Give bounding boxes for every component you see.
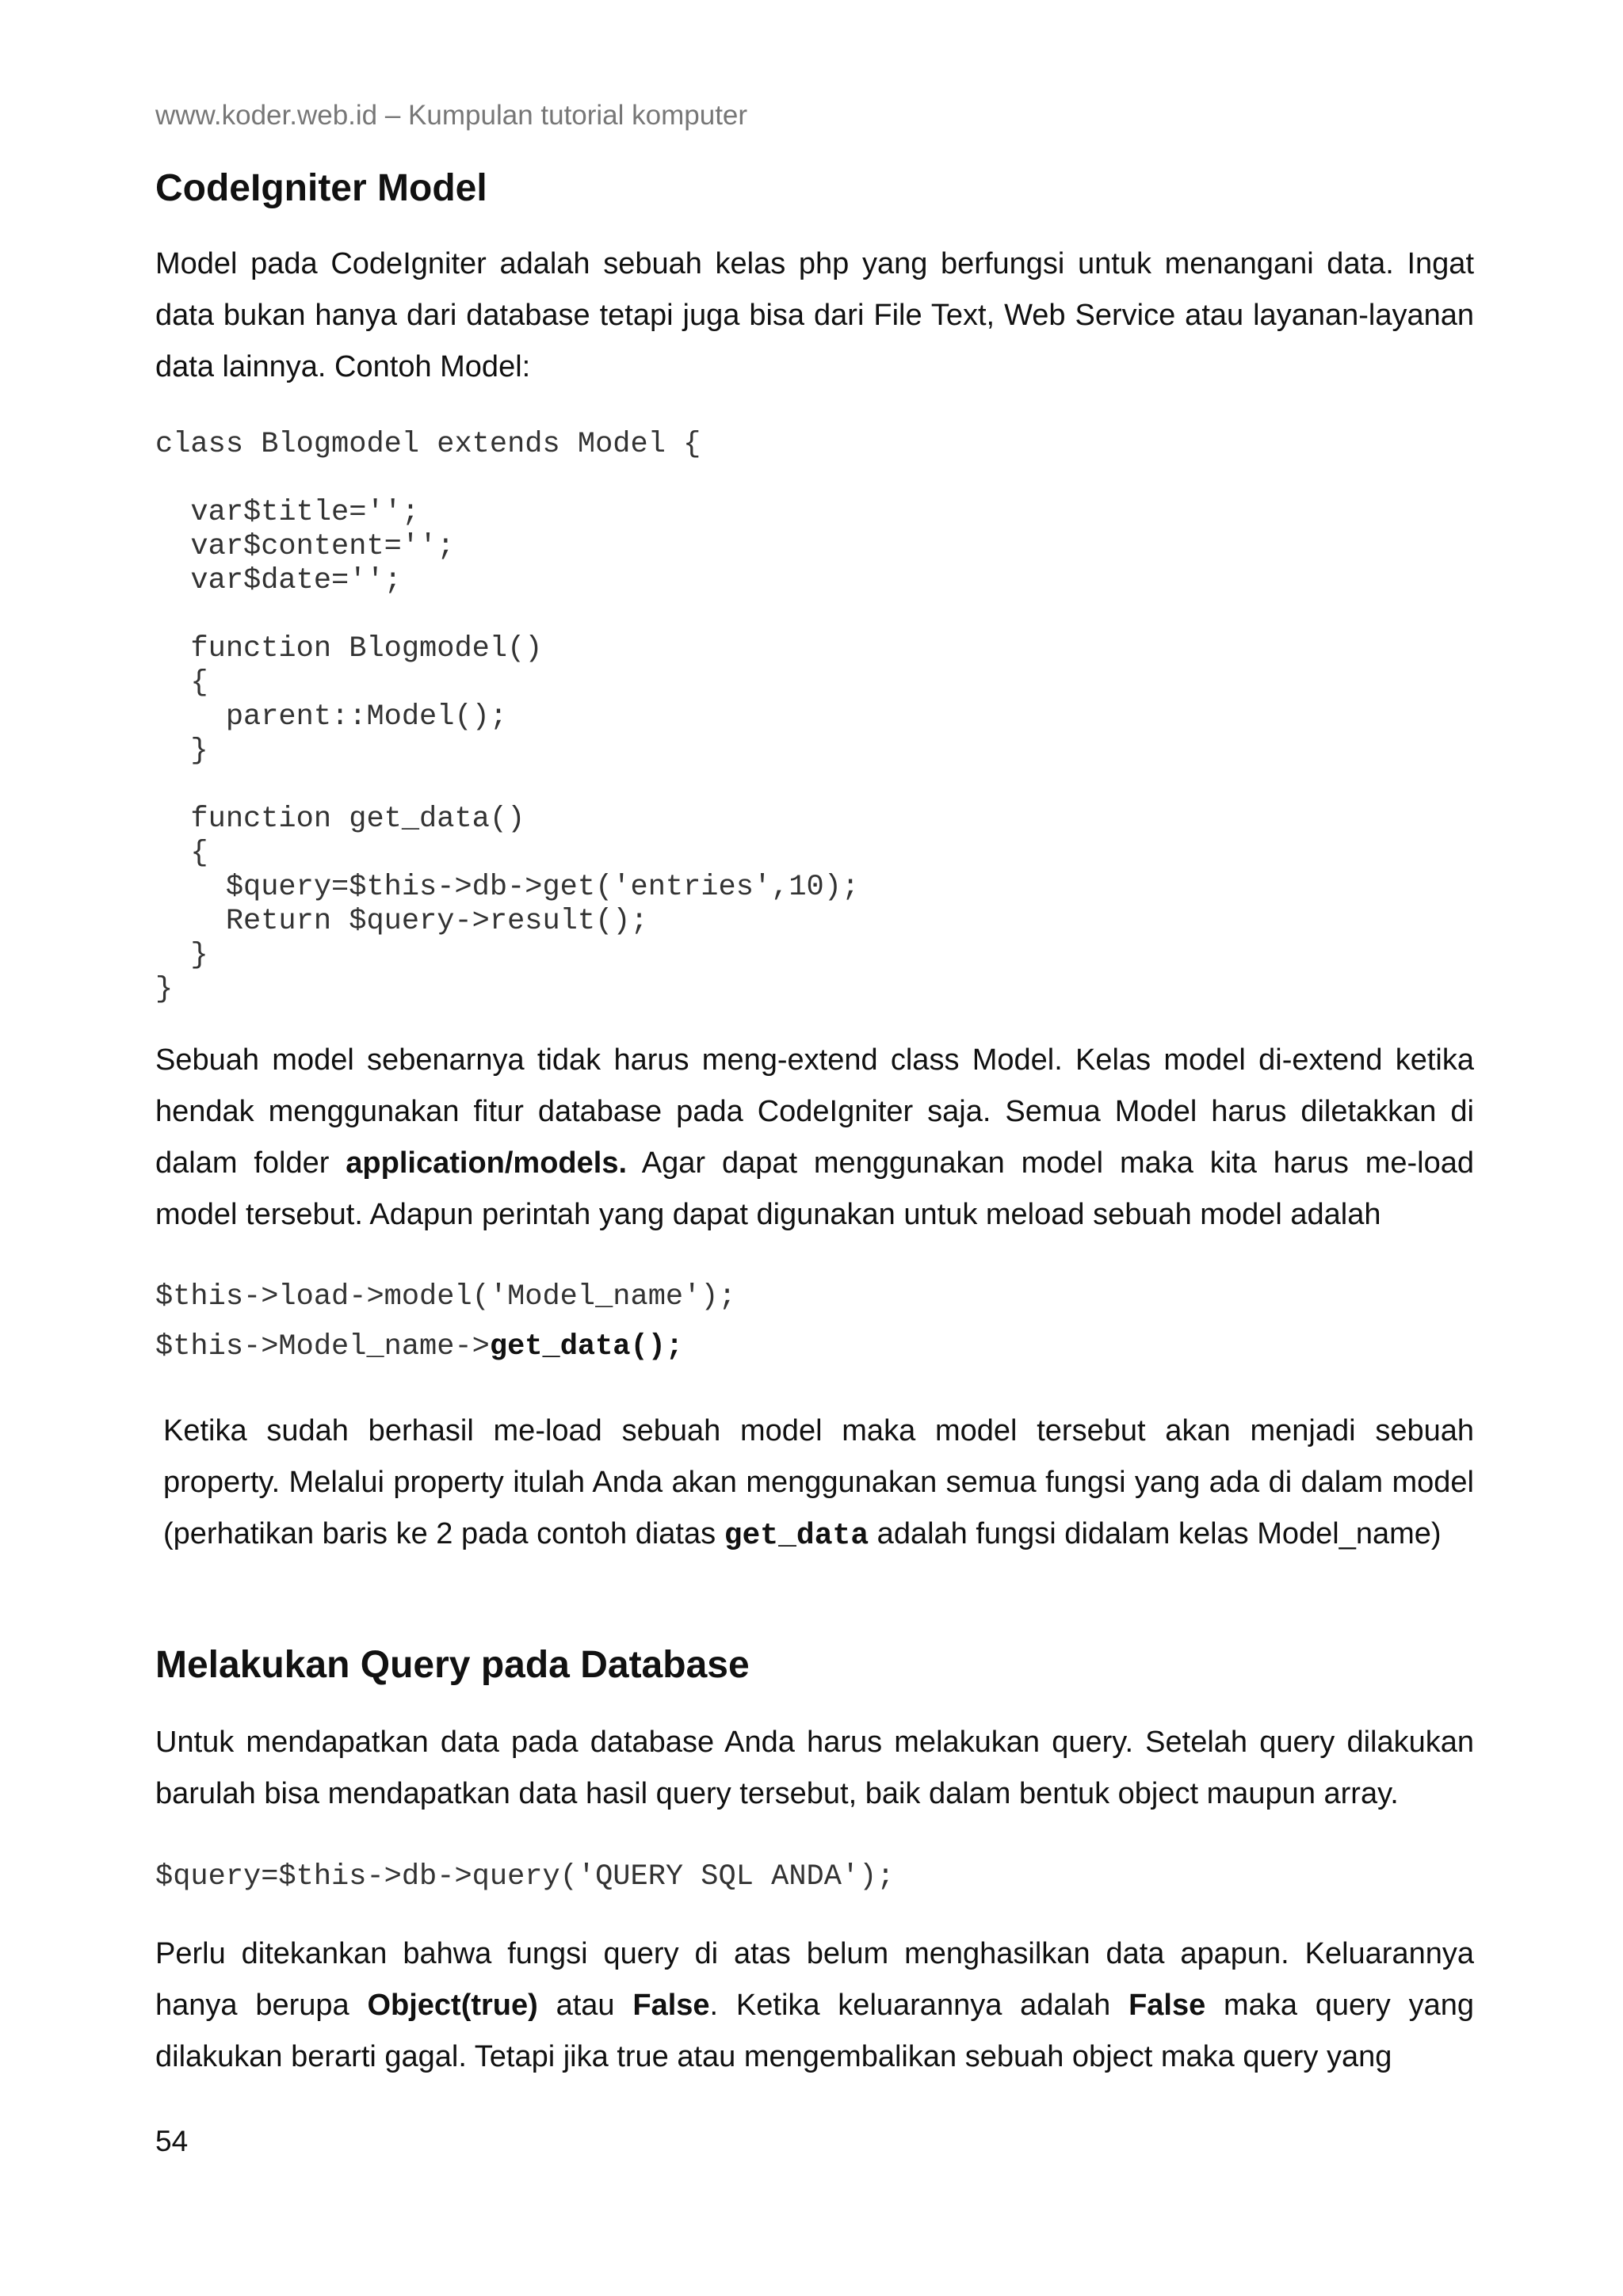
paragraph-text: Perlu ditekankan bahwa fungsi query di atas belum menghasilkan data apapun. Keluarannya hanya berupa bbox=[155, 1937, 1474, 2022]
code-call-prefix: $this->Model_name-> bbox=[155, 1330, 490, 1363]
paragraph-text: maka query yang dilakukan berarti gagal. Tetapi jika true atau mengembalikan sebuah object maka query yang bbox=[155, 1989, 1475, 2073]
bold-false: False bbox=[632, 1989, 710, 2022]
code-call-method: get_data(); bbox=[489, 1330, 684, 1363]
section-title-codeigniter-model: CodeIgniter Model bbox=[155, 167, 487, 209]
bold-object-true: Object(true) bbox=[367, 1989, 538, 2022]
page-number: 54 bbox=[155, 2125, 189, 2157]
property-explanation-paragraph bbox=[163, 1405, 1474, 1562]
code-block-blogmodel: class Blogmodel extends Model { var$title=''; var$content=''; var$date=''; function Blogmodel() { parent::Model(); } function get_data() { $query=$this->db->get('entries',10); Return $query->result(); } } bbox=[155, 428, 860, 1006]
paragraph-text: Ketika sudah berhasil me-load sebuah model maka model tersebut akan menjadi sebuah property. Melalui property itulah Anda akan menggunakan semua fungsi yang ada di dalam model (perhatikan baris ke 2 pada contoh diatas bbox=[163, 1414, 1474, 1550]
query-intro-paragraph: Untuk mendapatkan data pada database Anda harus melakukan query. Setelah query dilakukan barulah bisa mendapatkan data hasil query tersebut, baik dalam bentuk object maupun array. bbox=[155, 1726, 1474, 1810]
code-query-line: $query=$this->db->query('QUERY SQL ANDA'); bbox=[155, 1860, 895, 1894]
model-explanation-paragraph bbox=[155, 1035, 1474, 1241]
query-result-paragraph bbox=[155, 1928, 1474, 2083]
code-load-model: $this->load->model('Model_name'); bbox=[155, 1280, 736, 1314]
paragraph-text: Agar dapat menggunakan model maka kita harus me-load model tersebut. Adapun perintah yang dapat digunakan untuk meload sebuah model adalah bbox=[155, 1146, 1474, 1231]
paragraph-text: adalah fungsi didalam kelas Model_name) bbox=[869, 1517, 1442, 1550]
code-call-get-data bbox=[155, 1330, 683, 1363]
paragraph-text: . Ketika keluarannya adalah bbox=[709, 1989, 1129, 2022]
section-title-query-database: Melakukan Query pada Database bbox=[155, 1644, 750, 1686]
paragraph-text: Sebuah model sebenarnya tidak harus meng-extend class Model. Kelas model di-extend ketika hendak menggunakan fitur database pada CodeIgniter saja. Semua Model harus diletakkan di dalam folder bbox=[155, 1043, 1474, 1180]
intro-paragraph: Model pada CodeIgniter adalah sebuah kelas php yang berfungsi untuk menangani data. Ingat data bukan hanya dari database tetapi juga bisa dari File Text, Web Service atau layanan-layanan data lainnya. Contoh Model: bbox=[155, 247, 1474, 383]
models-folder-path: application/models. bbox=[346, 1146, 628, 1180]
bold-false: False bbox=[1128, 1989, 1206, 2022]
page-header: www.koder.web.id – Kumpulan tutorial komputer bbox=[155, 100, 748, 131]
inline-code-get-data: get_data bbox=[724, 1519, 869, 1553]
paragraph-text: atau bbox=[537, 1989, 633, 2022]
